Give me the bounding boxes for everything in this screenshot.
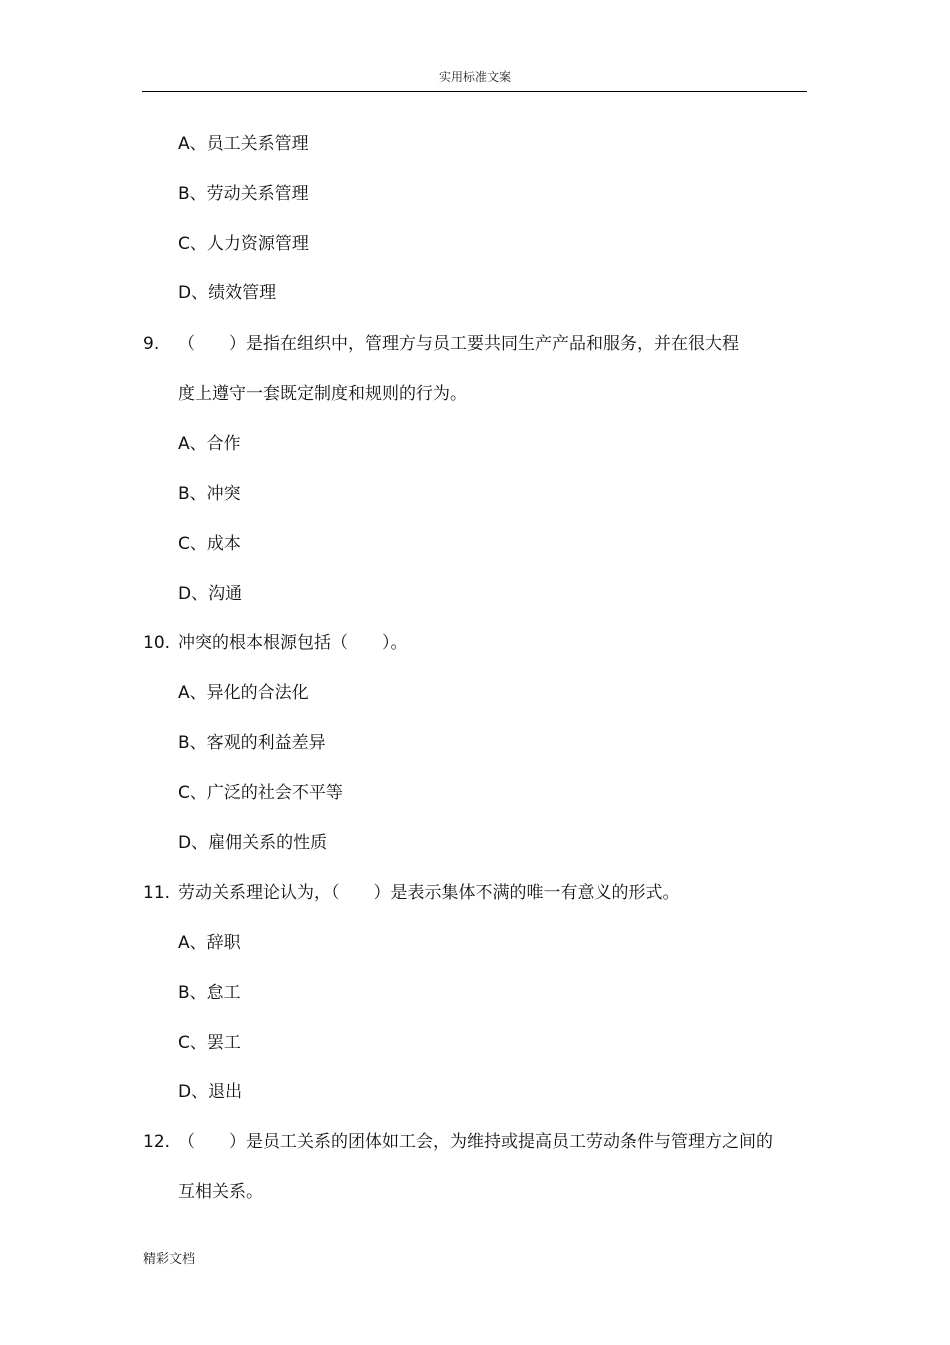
question-text: 冲突的根本根源包括（ ）。 (178, 633, 408, 653)
page-header: 实用标准文案 (438, 70, 511, 84)
option-a: A、异化的合法化 (178, 683, 309, 703)
option-b: B、冲突 (178, 484, 241, 504)
option-d: D、绩效管理 (178, 283, 277, 303)
option-c: C、成本 (178, 534, 241, 554)
page-footer: 精彩文档 (143, 1252, 196, 1267)
question-text: （ ）是指在组织中，管理方与员工要共同生产产品和服务，并在很大程 (178, 334, 739, 354)
option-d: D、雇佣关系的性质 (178, 833, 328, 853)
question-text-continuation: 度上遵守一套既定制度和规则的行为。 (178, 384, 467, 404)
option-c: C、罢工 (178, 1033, 241, 1053)
question-number: 9. (143, 334, 160, 354)
question-number: 10. (143, 633, 171, 653)
question-text-continuation: 互相关系。 (178, 1182, 263, 1202)
option-a: A、辞职 (178, 933, 241, 953)
option-c: C、广泛的社会不平等 (178, 783, 343, 803)
option-d: D、退出 (178, 1082, 243, 1102)
option-b: B、劳动关系管理 (178, 184, 309, 204)
option-d: D、沟通 (178, 584, 243, 604)
question-number: 11. (143, 883, 171, 903)
question-number: 12. (143, 1132, 171, 1152)
option-c: C、人力资源管理 (178, 234, 309, 254)
option-a: A、合作 (178, 434, 241, 454)
option-b: B、怠工 (178, 983, 241, 1003)
header-divider (142, 91, 807, 92)
question-text: （ ）是员工关系的团体如工会，为维持或提高员工劳动条件与管理方之间的 (178, 1132, 773, 1152)
option-a: A、员工关系管理 (178, 134, 309, 154)
question-text: 劳动关系理论认为，（ ）是表示集体不满的唯一有意义的形式。 (178, 883, 680, 903)
option-b: B、客观的利益差异 (178, 733, 326, 753)
